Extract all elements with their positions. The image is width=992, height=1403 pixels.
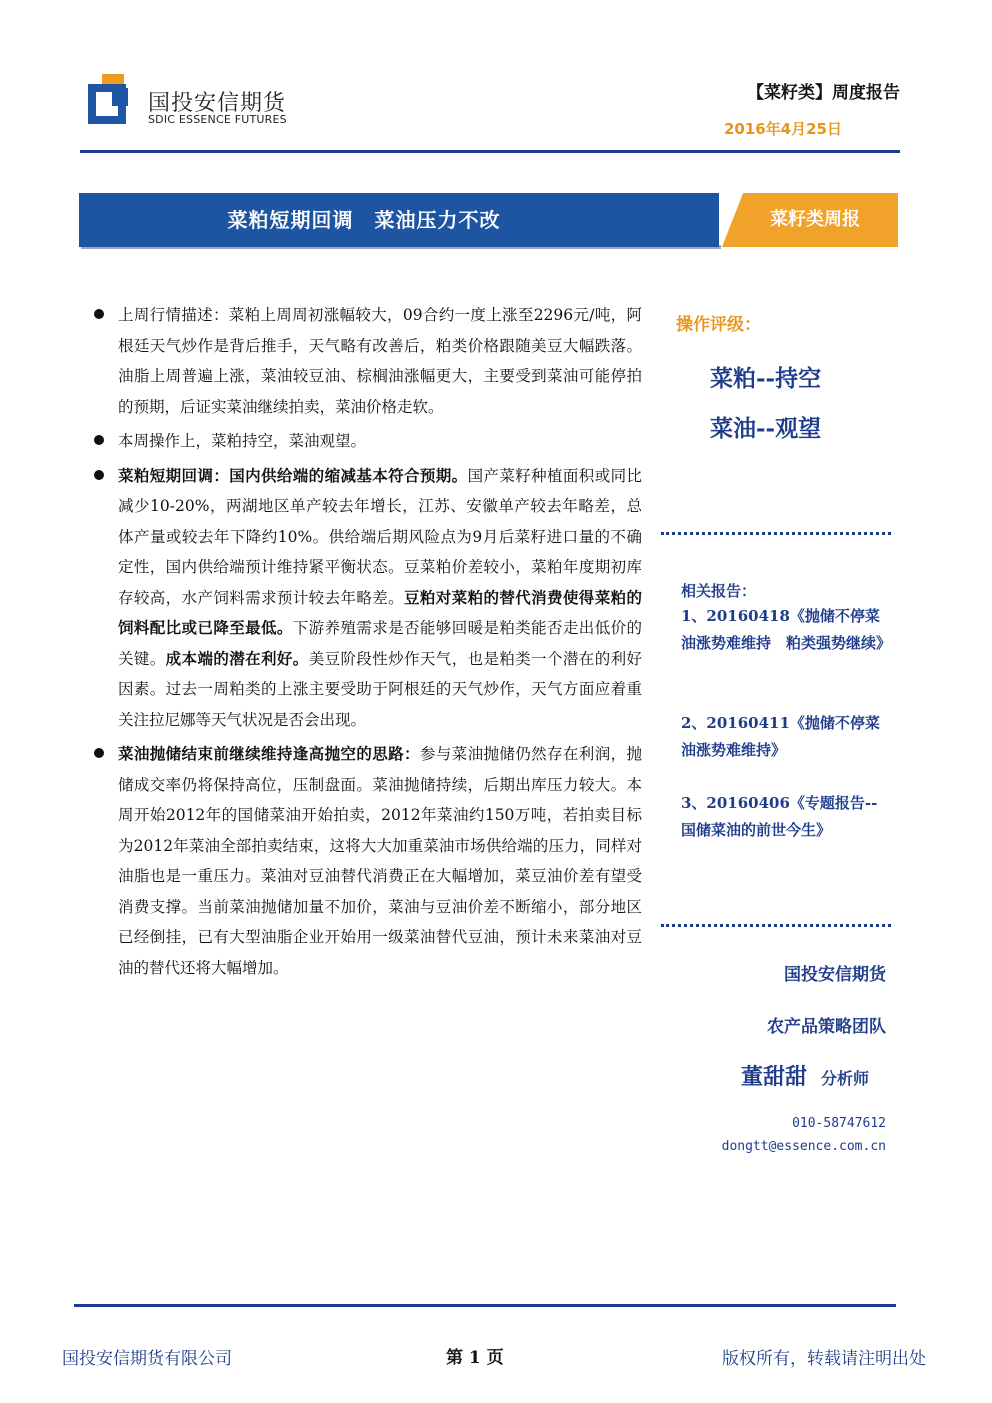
rating-oil: 菜油--观望 — [710, 415, 822, 442]
bullet-dot-icon — [94, 748, 104, 758]
report-date: 2016年4月25日 — [723, 120, 842, 138]
bullet-dot-icon — [94, 309, 104, 319]
team-name: 农产品策略团队 — [767, 1017, 886, 1037]
report-title: 菜粕短期回调 菜油压力不改 — [227, 208, 501, 232]
company-name-en: SDIC ESSENCE FUTURES — [148, 113, 287, 126]
header-divider — [80, 150, 900, 153]
related-reports-title: 相关报告： — [681, 582, 757, 600]
list-item — [92, 426, 642, 457]
company-logo — [88, 74, 136, 126]
analyst-name: 董甜甜 — [741, 1065, 808, 1090]
footer-company: 国投安信期货有限公司 — [62, 1349, 232, 1369]
report-type: 【菜籽类】周度报告 — [747, 83, 900, 103]
footer-copyright: 版权所有，转载请注明出处 — [722, 1349, 926, 1369]
meal-text-1: 国产菜籽种植面积或同比减少10-20%，两湖地区单产较去年增长，江苏、安徽单产较去年略差，总体产量或较去年下降约10%。供给端后期风险点为9月后菜籽进口量的不确定性，国内供给端预计维持紧平衡状态。豆菜粕价差较小，菜粕年度期初库存较高，水产饲料需求预计较去年略差。 — [118, 466, 642, 607]
oil-heading: 菜油抛储结束前继续维持逢高抛空的思路： — [118, 744, 420, 763]
meal-highlight-2: 成本端的潜在利好。 — [165, 648, 309, 668]
meal-highlight-1: 豆粕对菜粕的替代消费使得菜粕的饲料配比或已降至最低。 — [118, 587, 642, 637]
list-item — [92, 739, 642, 983]
meal-text-3: 美豆阶段性炒作天气，也是粕类一个潜在的利好因素。过去一周粕类的上涨主要受助于阿根廷的天气炒作，天气方面应着重关注拉尼娜等天气状况是否会出现。 — [118, 649, 642, 729]
analyst-phone: 010-58747612 — [792, 1116, 886, 1131]
operation-rating-title: 操作评级： — [676, 315, 761, 335]
operation-text: 本周操作上，菜粕持空，菜油观望。 — [118, 432, 367, 450]
org-name: 国投安信期货 — [784, 965, 886, 985]
category-tag-label: 菜籽类周报 — [770, 209, 860, 230]
related-report-link[interactable]: 2、20160411《抛储不停菜油涨势难维持》 — [681, 714, 880, 759]
dotted-divider — [661, 924, 891, 927]
list-item — [92, 300, 642, 422]
dotted-divider — [661, 532, 891, 535]
company-name-cn: 国投安信期货 — [148, 91, 287, 116]
oil-text: 参与菜油抛储仍然存在利润，抛储成交率仍将保持高位，压制盘面。菜油抛储持续，后期出库压力较大。本周开始2012年的国储菜油开始拍卖，2012年菜油约150万吨，若拍卖目标为2012年菜油全部拍卖结束，这将大大加重菜油市场供给端的压力，同样对油脂也是一重压力。菜油对豆油替代消费正在大幅增加，菜豆油价差有望受消费支撑。当前菜油抛储加量不加价，菜油与豆油价差不断缩小，部分地区已经倒挂，已有大型油脂企业开始用一级菜油替代豆油，预计未来菜油对豆油的替代还将大幅增加。 — [118, 745, 642, 977]
analyst-role: 分析师 — [821, 1069, 870, 1088]
list-item — [92, 461, 642, 736]
analyst — [741, 1060, 869, 1091]
market-review-text: 上周行情描述：菜粕上周周初涨幅较大，09合约一度上涨至2296元/吨，阿根廷天气炒作是背后推手，天气略有改善后，粕类价格跟随美豆大幅跌落。油脂上周普遍上涨，菜油较豆油、棕榈油涨幅更大，主要受到菜油可能停拍的预期，后证实菜油继续拍卖，菜油价格走软。 — [118, 306, 642, 416]
related-report-link[interactable]: 3、20160406《专题报告--国储菜油的前世今生》 — [681, 794, 878, 839]
related-report-link[interactable]: 1、20160418《抛储不停菜油涨势难维持 粕类强势继续》 — [681, 607, 892, 652]
rating-meal: 菜粕--持空 — [710, 365, 822, 392]
analysis-list — [92, 300, 642, 987]
bullet-dot-icon — [94, 435, 104, 445]
meal-heading: 菜粕短期回调：国内供给端的缩减基本符合预期。 — [118, 465, 468, 485]
analyst-email[interactable]: dongtt@essence.com.cn — [721, 1139, 886, 1154]
bullet-dot-icon — [94, 470, 104, 480]
meal-text-2: 下游养殖需求是否能够回暖是粕类能否走出低价的关键。 — [118, 619, 642, 668]
footer-divider — [74, 1304, 896, 1307]
page-number: 第 1 页 — [446, 1348, 504, 1368]
logo-blue-square — [112, 88, 128, 106]
